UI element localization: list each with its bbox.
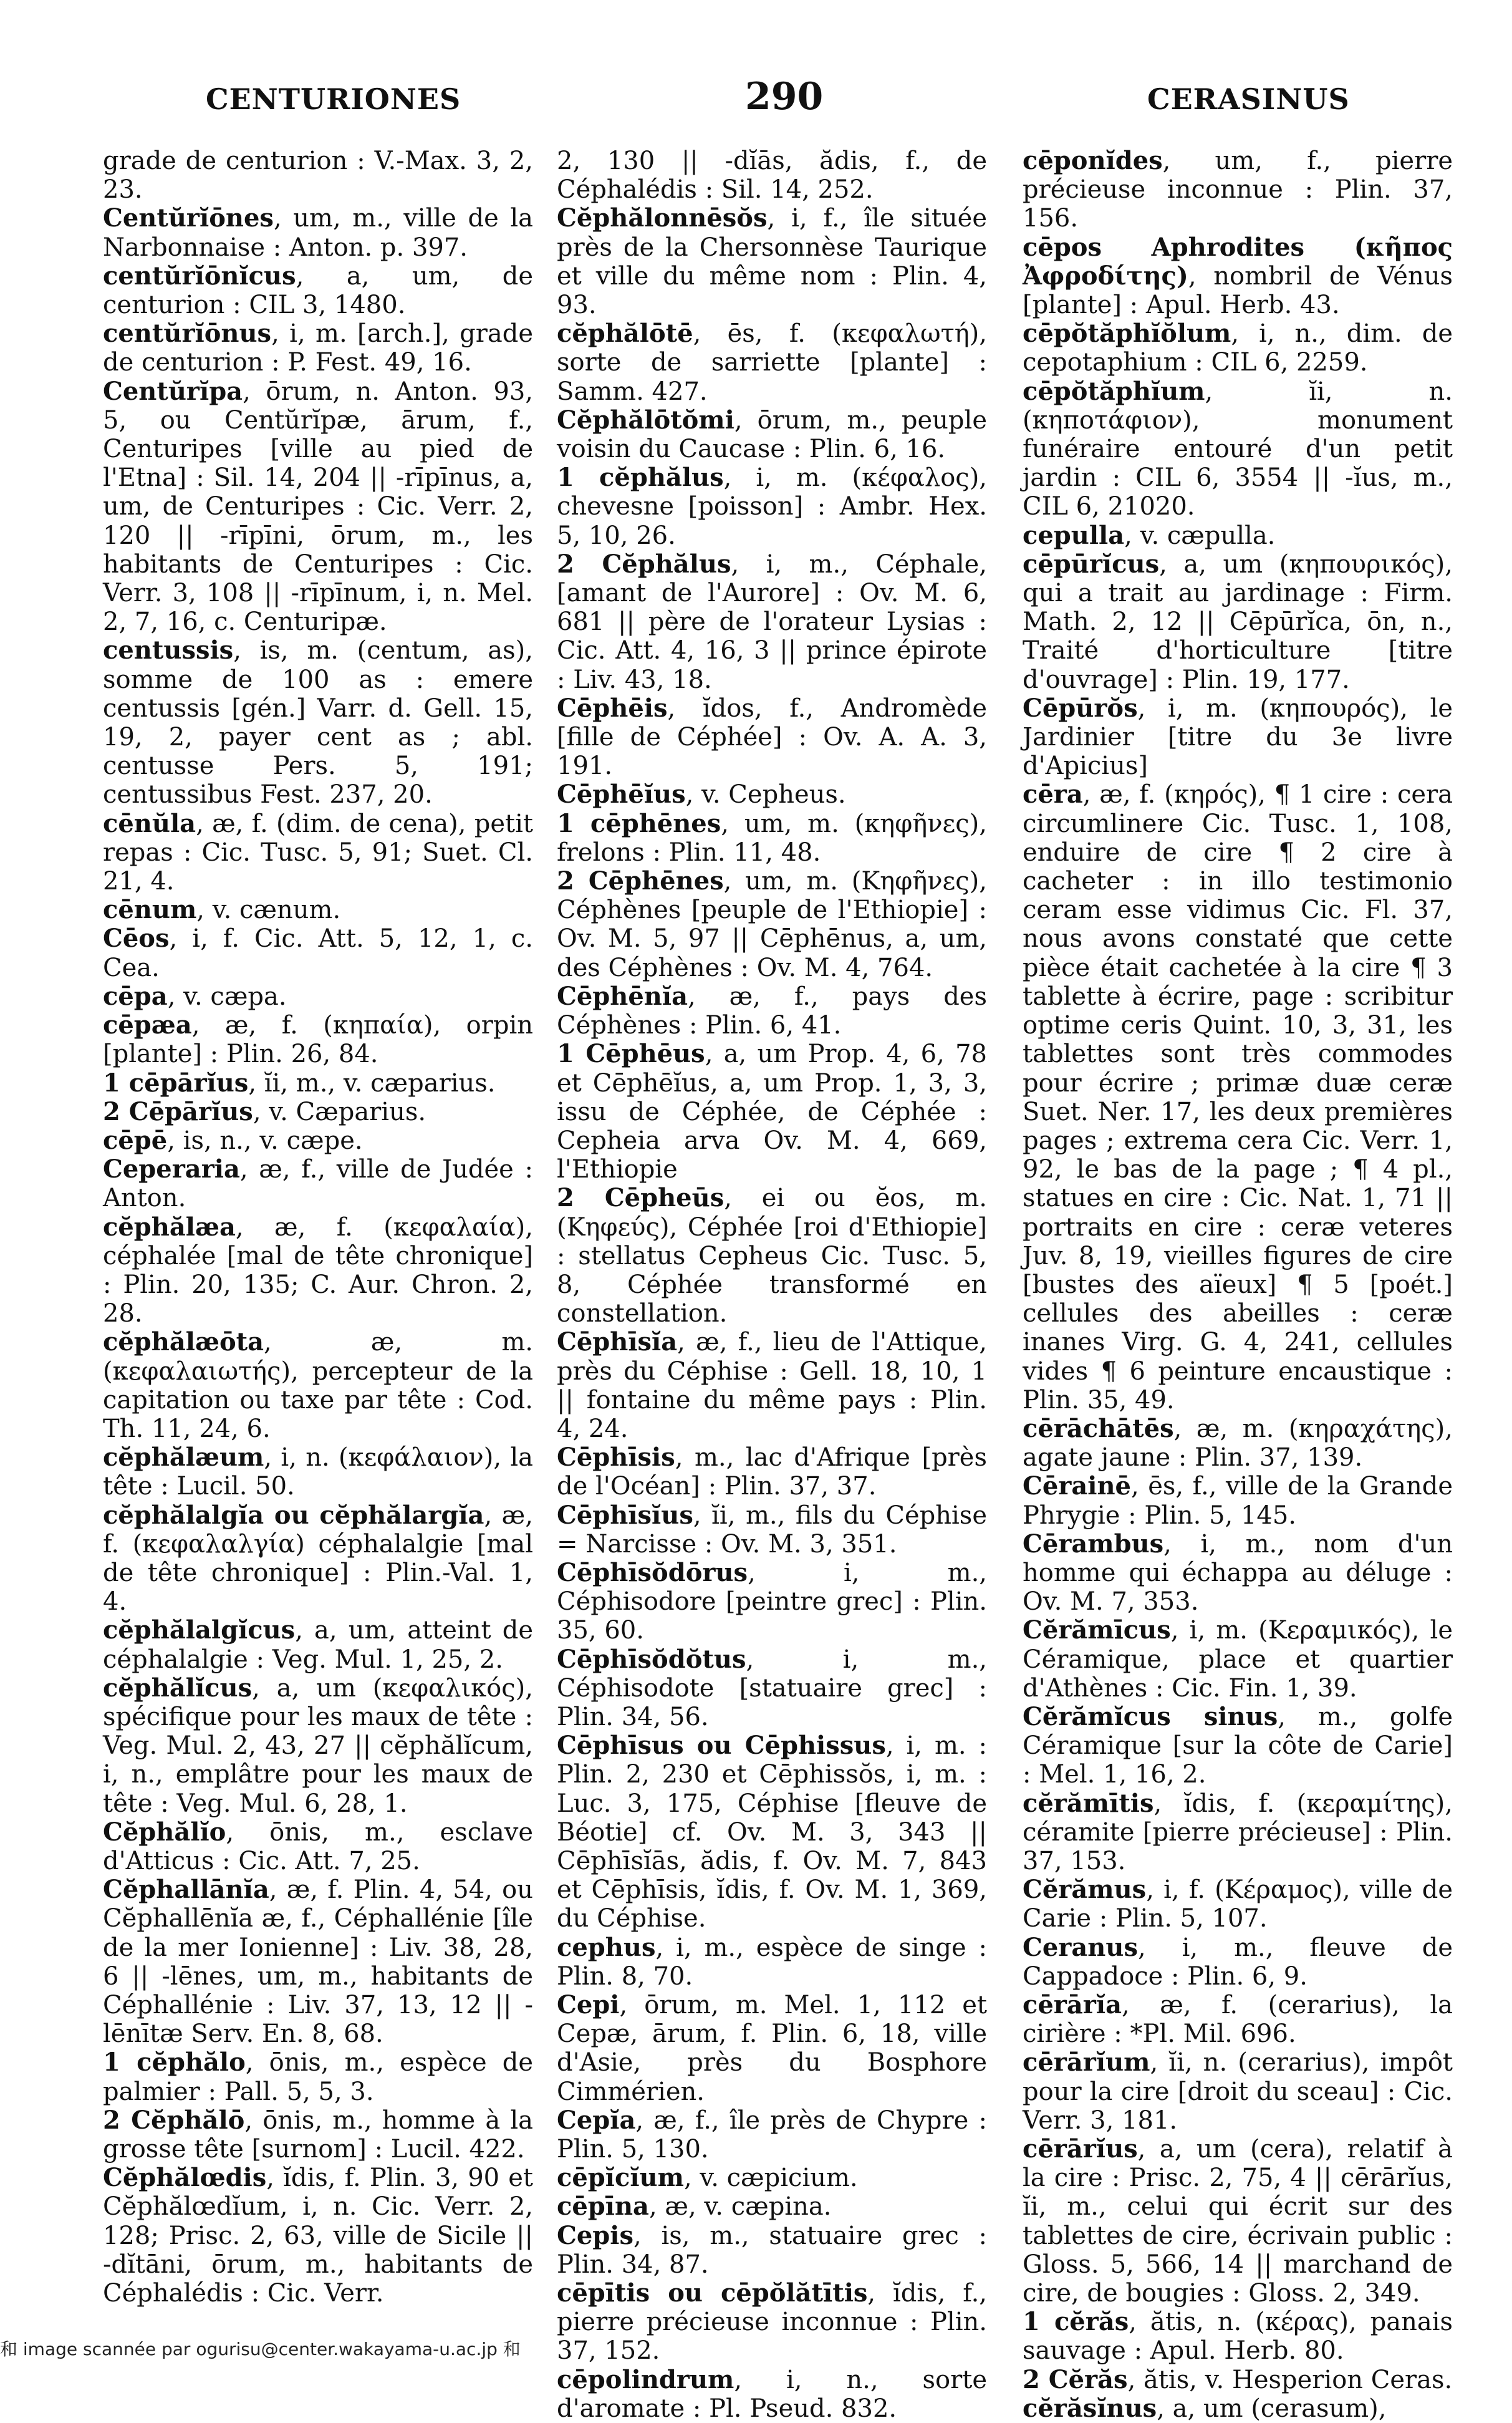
dictionary-entry: Centŭrĭpa, ōrum, n. Anton. 93, 5, ou Centŭrĭpæ, ārum, f., Centuripes [ville au pied de l'Etna] : Sil. 14, 204 || -rīpīnus, a, um, de Centuripes : Cic. Verr. 2, 120 || -rīpīni, ōrum, m., les habitants de Centuripes : Cic. Verr. 3, 108 || -rīpīnum, i, n. Mel. 2, 7, 16, c. Centuripæ. [103, 376, 533, 637]
dictionary-entry: cĕphălĭcus, a, um (κεφαλικός), spécifique pour les maux de tête : Veg. Mul. 2, 43, 27 || cĕphălĭcum, i, n., emplâtre pour les maux de tête : Veg. Mul. 6, 28, 1. [103, 1673, 533, 1818]
dictionary-entry: 1 cēpārĭus, ĭi, m., v. cæparius. [103, 1068, 496, 1098]
dictionary-entry: cēpŏtăphĭum, ĭi, n. (κηποτάφιον), monument funéraire entouré d'un petit jardin : CIL 6, 3554 || -ĭus, m., CIL 6, 21020. [1023, 376, 1453, 521]
dictionary-entry: cēpīna, æ, v. cæpina. [557, 2192, 832, 2222]
dictionary-entry: Cepĭa, æ, f., île près de Chypre : Plin. 5, 130. [557, 2105, 987, 2164]
dictionary-entry: cĕrăsĭnus, a, um (cerasum), [1023, 2393, 1387, 2423]
dictionary-entry: centussis, is, m. (centum, as), somme de 100 as : emere centussis [gén.] Varr. d. Gell. 15, 19, 2, payer cent as ; abl. centusse Pers. 5, 191; centussibus Fest. 237, 20. [103, 636, 533, 810]
dictionary-entry: Cērainē, ēs, f., ville de la Grande Phrygie : Plin. 5, 145. [1023, 1471, 1453, 1530]
dictionary-entry: cērāchātēs, æ, m. (κηραχάτης), agate jaune : Plin. 37, 139. [1023, 1413, 1453, 1473]
dictionary-entry: cephus, i, m., espèce de singe : Plin. 8, 70. [557, 1932, 987, 1991]
dictionary-entry: Cĕrămĭcus sinus, m., golfe Céramique [sur la côte de Carie] : Mel. 1, 16, 2. [1023, 1701, 1453, 1789]
dictionary-entry: cĕrămītis, ĭdis, f. (κεραμίτης), céramite [pierre précieuse] : Plin. 37, 153. [1023, 1788, 1453, 1875]
dictionary-entry: 1 cĕrăs, ătis, n. (κέρας), panais sauvage : Apul. Herb. 80. [1023, 2307, 1453, 2366]
running-head-right: CERASINUS [1147, 82, 1350, 116]
dictionary-entry: 2 Cēpheūs, ei ou ĕos, m. (Κηφεύς), Céphée [roi d'Ethiopie] : stellatus Cepheus Cic. Tusc. 5, 8, Céphée transformé en constellation. [557, 1183, 987, 1328]
dictionary-entry: cēnŭla, æ, f. (dim. de cena), petit repas : Cic. Tusc. 5, 91; Suet. Cl. 21, 4. [103, 808, 533, 896]
dictionary-entry: cēpa, v. cæpa. [103, 981, 287, 1011]
dictionary-entry: 2 Cĕrăs, ătis, v. Hesperion Ceras. [1023, 2364, 1453, 2394]
dictionary-entry: 1 cĕphălus, i, m. (κέφαλος), chevesne [poisson] : Ambr. Hex. 5, 10, 26. [557, 463, 988, 550]
dictionary-entry: cērārĭa, æ, f. (cerarius), la cirière : *Pl. Mil. 696. [1023, 1990, 1453, 2049]
dictionary-entry: Cēphīsus ou Cēphissus, i, m. : Plin. 2, 230 et Cēphissŏs, i, m. : Luc. 3, 175, Céphise [fleuve de Béotie] cf. Ov. M. 3, 343 || Cēphīsĭās, ădis, f. Ov. M. 7, 843 et Cēphīsis, ĭdis, f. Ov. M. 1, 369, du Céphise. [557, 1731, 988, 1933]
dictionary-entry: 2 Cēphēnes, um, m. (Κηφῆνες), Céphènes [peuple de l'Ethiopie] : Ov. M. 5, 97 || Cēphēnus, a, um, des Céphènes : Ov. M. 4, 764. [557, 866, 987, 982]
dictionary-entry: cepulla, v. cæpulla. [1023, 520, 1276, 550]
dictionary-entry: Ceperaria, æ, f., ville de Judée : Anton. [103, 1154, 533, 1213]
dictionary-entry: Cĕphălōtŏmi, ōrum, m., peuple voisin du Caucase : Plin. 6, 16. [557, 405, 987, 464]
dictionary-entry: 2, 130 || -dĭās, ădis, f., de Céphalédis : Sil. 14, 252. [557, 147, 987, 205]
dictionary-entry: Cēos, i, f. Cic. Att. 5, 12, 1, c. Cea. [103, 924, 533, 982]
dictionary-entry: Cĕphălonnēsŏs, i, f., île située près de la Chersonnèse Taurique et ville du même nom : Plin. 4, 93. [557, 203, 987, 320]
dictionary-entry: cĕphălōtē, ēs, f. (κεφαλωτή), sorte de sarriette [plante] : Samm. 427. [557, 319, 987, 406]
dictionary-entry: cĕphălæa, æ, f. (κεφαλαία), céphalée [mal de tête chronique] : Plin. 20, 135; C. Aur. Chron. 2, 28. [103, 1212, 533, 1328]
dictionary-entry: Cērambus, i, m., nom d'un homme qui échappa au déluge : Ov. M. 7, 353. [1023, 1529, 1453, 1617]
dictionary-entry: cēpē, is, n., v. cæpe. [103, 1125, 363, 1155]
dictionary-entry: Cēphīsĭa, æ, f., lieu de l'Attique, près du Céphise : Gell. 18, 10, 1 || fontaine du même pays : Plin. 4, 24. [557, 1327, 987, 1443]
dictionary-entry: cēpos Aphrodites (κῆπος Ἀφροδίτης), nombril de Vénus [plante] : Apul. Herb. 43. [1023, 232, 1453, 320]
dictionary-entry: Ceranus, i, m., fleuve de Cappadoce : Plin. 6, 9. [1023, 1932, 1453, 1991]
page-header [0, 75, 1512, 131]
column-3 [1023, 147, 1453, 2423]
dictionary-entry: Cēphīsĭus, ĭi, m., fils du Céphise = Narcisse : Ov. M. 3, 351. [557, 1500, 987, 1559]
dictionary-entry: cēponĭdes, um, f., pierre précieuse inconnue : Plin. 37, 156. [1023, 146, 1453, 233]
dictionary-entry: Cepis, is, m., statuaire grec : Plin. 34, 87. [557, 2220, 987, 2279]
dictionary-entry: cērārĭus, a, um (cera), relatif à la cire : Prisc. 2, 75, 4 || cērārĭus, ĭi, m., celui qui écrit sur des tablettes de cire, écrivain public : Gloss. 5, 566, 14 || marchand de cire, de bougies : Gloss. 2, 349. [1023, 2134, 1453, 2308]
dictionary-entry: cĕphălalgĭcus, a, um, atteint de céphalalgie : Veg. Mul. 1, 25, 2. [103, 1615, 533, 1674]
dictionary-entry: cēnum, v. cænum. [103, 895, 341, 925]
dictionary-entry: 2 Cēpārĭus, v. Cæparius. [103, 1096, 426, 1126]
dictionary-entry: cēpītis ou cēpŏlătītis, ĭdis, f., pierre précieuse inconnue : Plin. 37, 152. [557, 2278, 987, 2366]
dictionary-entry: Cēphēis, ĭdos, f., Andromède [fille de Céphée] : Ov. A. A. 3, 191. [557, 693, 987, 781]
dictionary-entry: cĕphălæum, i, n. (κεφάλαιον), la tête : Lucil. 50. [103, 1443, 533, 1501]
dictionary-entry: Cĕphallānĭa, æ, f. Plin. 4, 54, ou Cĕphallēnĭa æ, f., Céphallénie [île de la mer Ionienne] : Liv. 38, 28, 6 || -lēnes, um, m., habitants de Céphallénie : Liv. 37, 13, 12 || -lēnītæ Serv. En. 8, 68. [103, 1875, 533, 2049]
dictionary-entry: cērārĭum, ĭi, n. (cerarius), impôt pour la cire [droit du sceau] : Cic. Verr. 3, 181. [1023, 2048, 1453, 2135]
dictionary-entry: Cĕrămus, i, f. (Κέραμος), ville de Carie : Plin. 5, 107. [1023, 1875, 1453, 1933]
dictionary-entry: Centŭrĭōnes, um, m., ville de la Narbonnaise : Anton. p. 397. [103, 203, 533, 262]
dictionary-entry: cēpŏtăphĭŏlum, i, n., dim. de cepotaphium : CIL 6, 2259. [1023, 319, 1453, 377]
dictionary-entry: 2 Cĕphălō, ōnis, m., homme à la grosse tête [surnom] : Lucil. 422. [103, 2105, 533, 2164]
dictionary-entry: Cēphīsŏdŏtus, i, m., Céphisodote [statuaire grec] : Plin. 34, 56. [557, 1644, 987, 1731]
dictionary-entry: cēra, æ, f. (κηρός), ¶ 1 cire : cera circumlinere Cic. Tusc. 1, 108, enduire de cire ¶ 2 cire à cacheter : in illo testimonio ceram esse vidimus Cic. Fl. 37, nous avons constaté que cette pièce était cachetée à la cire ¶ 3 tablette à écrire, page : scribitur optime ceris Quint. 10, 3, 31, les tablettes sont très commodes pour écrire ; primæ duæ ceræ Suet. Ner. 17, les deux premières pages ; extrema cera Cic. Verr. 1, 92, le bas de la page ; ¶ 4 pl., statues en cire : Cic. Nat. 1, 71 || portraits en cire : ceræ veteres Juv. 8, 19, vieilles figures de cire [bustes des aïeux] ¶ 5 [poét.] cellules des abeilles : ceræ inanes Virg. G. 4, 241, cellules vides ¶ 6 peinture encaustique : Plin. 35, 49. [1023, 780, 1453, 1415]
dictionary-entry: cēpolindrum, i, n., sorte d'aromate : Pl. Pseud. 832. [557, 2364, 987, 2423]
dictionary-entry: 2 Cĕphălus, i, m., Céphale, [amant de l'Aurore] : Ov. M. 6, 681 || père de l'orateur Lysias : Cic. Att. 4, 16, 3 || prince épirote : Liv. 43, 18. [557, 549, 987, 694]
dictionary-entry: centŭrĭōnus, i, m. [arch.], grade de centurion : P. Fest. 49, 16. [103, 319, 533, 377]
running-head-left: CENTURIONES [206, 82, 461, 116]
dictionary-entry: Cĕphălĭo, ōnis, m., esclave d'Atticus : Cic. Att. 7, 25. [103, 1817, 533, 1875]
dictionary-entry: cēpæa, æ, f. (κηπαία), orpin [plante] : Plin. 26, 84. [103, 1010, 533, 1069]
dictionary-entry: 1 cēphēnes, um, m. (κηφῆνες), frelons : Plin. 11, 48. [557, 808, 987, 867]
column-2 [557, 147, 987, 2423]
dictionary-entry: cĕphălæōta, æ, m. (κεφαλαιωτής), percepteur de la capitation ou taxe par tête : Cod. Th. 11, 24, 6. [103, 1327, 533, 1443]
column-1 [103, 147, 533, 2308]
page-number: 290 [745, 75, 824, 118]
dictionary-entry: Cēpūrŏs, i, m. (κηπουρός), le Jardinier [titre du 3e livre d'Apicius] [1023, 693, 1453, 781]
dictionary-entry: cĕphălalgĭa ou cĕphălargĭa, æ, f. (κεφαλαλγία) céphalalgie [mal de tête chronique] : Plin.-Val. 1, 4. [103, 1500, 533, 1617]
dictionary-entry: centŭrĭōnĭcus, a, um, de centurion : CIL 3, 1480. [103, 261, 533, 320]
dictionary-entry: Cepi, ōrum, m. Mel. 1, 112 et Cepæ, ārum, f. Plin. 6, 18, ville d'Asie, près du Bosphore Cimmérien. [557, 1990, 987, 2106]
dictionary-entry: Cēphīsŏdōrus, i, m., Céphisodore [peintre grec] : Plin. 35, 60. [557, 1557, 987, 1645]
dictionary-entry: cēpĭcĭum, v. cæpicium. [557, 2163, 858, 2193]
dictionary-entry: cēpūrĭcus, a, um (κηπουρικός), qui a trait au jardinage : Firm. Math. 2, 12 || Cēpūrĭca, ōn, n., Traité d'horticulture [titre d'ouvrage] : Plin. 19, 177. [1023, 549, 1453, 694]
dictionary-entry: grade de centurion : V.-Max. 3, 2, 23. [103, 147, 533, 205]
dictionary-entry: Cĕrămīcus, i, m. (Κεραμικός), le Céramique, place et quartier d'Athènes : Cic. Fin. 1, 39. [1023, 1615, 1453, 1703]
dictionary-entry: Cēphīsis, m., lac d'Afrique [près de l'Océan] : Plin. 37, 37. [557, 1443, 987, 1501]
dictionary-entry: Cēphēnĭa, æ, f., pays des Céphènes : Plin. 6, 41. [557, 981, 987, 1040]
dictionary-entry: Cēphēĭus, v. Cepheus. [557, 780, 846, 810]
scan-credit: 和 image scannée par ogurisu@center.wakayama-u.ac.jp 和 [0, 2339, 521, 2359]
dictionary-entry: Cĕphălœdis, ĭdis, f. Plin. 3, 90 et Cĕphălœdĭum, i, n. Cic. Verr. 2, 128; Prisc. 2, 63, ville de Sicile || -dĭtāni, ōrum, m., habitants de Céphalédis : Cic. Verr. [103, 2163, 533, 2308]
dictionary-entry: 1 Cēphēus, a, um Prop. 4, 6, 78 et Cēphēĭus, a, um Prop. 1, 3, 3, issu de Céphée, de Céphée : Cepheia arva Ov. M. 4, 669, l'Ethiopie [557, 1039, 988, 1184]
dictionary-entry: 1 cĕphălo, ōnis, m., espèce de palmier : Pall. 5, 5, 3. [103, 2048, 533, 2106]
